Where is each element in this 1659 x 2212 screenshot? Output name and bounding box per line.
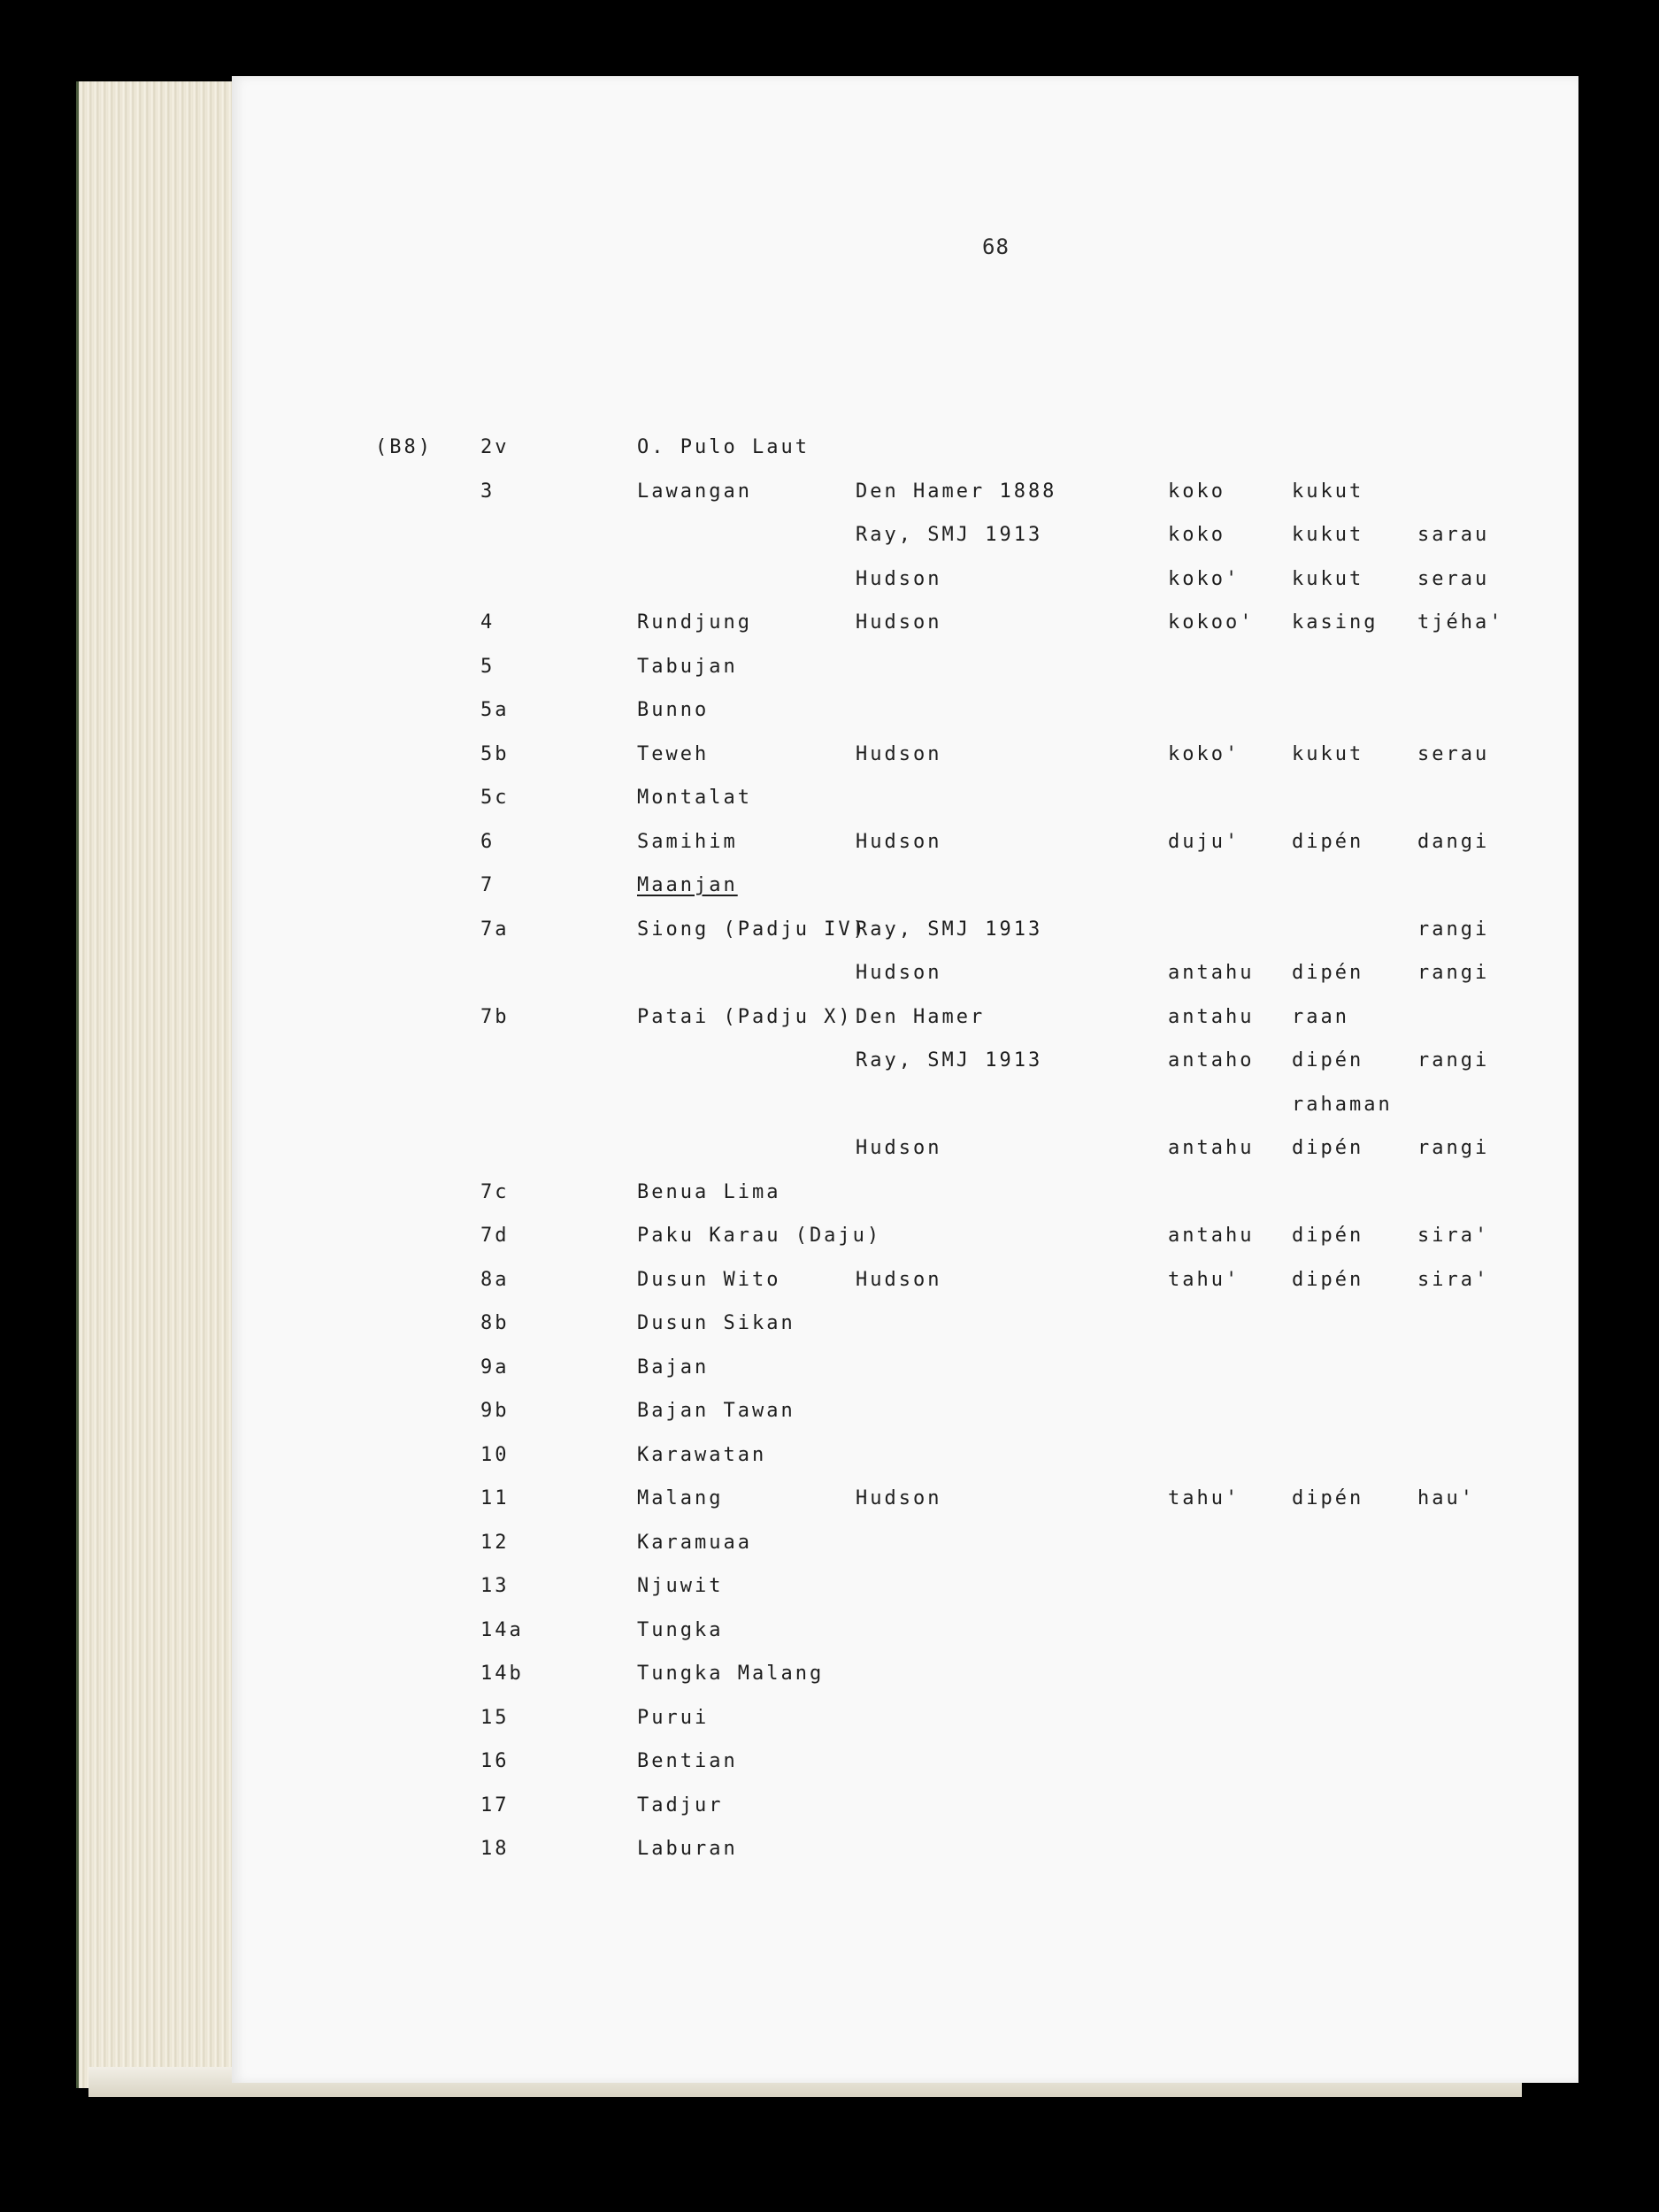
entry-number: 4 (480, 611, 495, 634)
entry-number: 12 (480, 1532, 510, 1554)
entry-number: 7 (480, 874, 495, 896)
entry-number: 14a (480, 1619, 524, 1641)
entry-number: 5 (480, 656, 495, 678)
word-col-2: rahaman (1292, 1094, 1393, 1116)
word-col-2: dipén (1292, 1487, 1364, 1509)
word-col-1: duju' (1168, 831, 1240, 853)
word-col-2: kukut (1292, 524, 1364, 546)
place-name: Laburan (637, 1838, 738, 1860)
place-name: Maanjan (637, 874, 738, 896)
place-name: Patai (Padju X) (637, 1006, 853, 1028)
entry-number: 10 (480, 1444, 510, 1466)
entry-number: 15 (480, 1707, 510, 1729)
word-col-3: serau (1417, 568, 1490, 590)
book-page-edges (76, 81, 238, 2088)
place-name: Bentian (637, 1750, 738, 1772)
source: Ray, SMJ 1913 (856, 1049, 1043, 1071)
word-col-3: sarau (1417, 524, 1490, 546)
source: Hudson (856, 831, 942, 853)
place-name: Bajan Tawan (637, 1400, 795, 1422)
word-col-3: sira' (1417, 1269, 1490, 1291)
entry-number: 7a (480, 918, 510, 941)
place-name: Tungka Malang (637, 1663, 825, 1685)
word-col-1: koko (1168, 524, 1225, 546)
place-name: Dusun Sikan (637, 1312, 795, 1334)
place-name: Karawatan (637, 1444, 767, 1466)
word-col-1: antahu (1168, 1225, 1255, 1247)
word-col-2: kukut (1292, 480, 1364, 503)
word-col-2: dipén (1292, 1137, 1364, 1159)
word-col-3: hau' (1417, 1487, 1475, 1509)
place-name: Malang (637, 1487, 724, 1509)
word-col-2: dipén (1292, 1225, 1364, 1247)
word-col-1: tahu' (1168, 1487, 1240, 1509)
place-name: Tabujan (637, 656, 738, 678)
source: Hudson (856, 611, 942, 634)
source: Hudson (856, 1137, 942, 1159)
place-name: Karamuaa (637, 1532, 752, 1554)
place-name: Tadjur (637, 1794, 724, 1816)
place-name: O. Pulo Laut (637, 436, 810, 458)
word-col-1: koko (1168, 480, 1225, 503)
place-name: Teweh (637, 743, 710, 765)
entry-number: 5c (480, 787, 510, 809)
source: Hudson (856, 568, 942, 590)
place-name: Siong (Padju IV) (637, 918, 867, 941)
place-name: Dusun Wito (637, 1269, 781, 1291)
entry-number: 5a (480, 699, 510, 721)
word-col-2: dipén (1292, 1049, 1364, 1071)
source: Den Hamer (856, 1006, 986, 1028)
place-name: Lawangan (637, 480, 752, 503)
place-name: Samihim (637, 831, 738, 853)
source: Hudson (856, 1487, 942, 1509)
entry-number: 5b (480, 743, 510, 765)
source: Den Hamer 1888 (856, 480, 1057, 503)
source: Hudson (856, 962, 942, 984)
entry-number: 18 (480, 1838, 510, 1860)
source: Hudson (856, 1269, 942, 1291)
entry-number: 17 (480, 1794, 510, 1816)
entry-number: 16 (480, 1750, 510, 1772)
word-col-3: rangi (1417, 1049, 1490, 1071)
word-col-2: kasing (1292, 611, 1379, 634)
entry-number: 3 (480, 480, 495, 503)
source: Ray, SMJ 1913 (856, 524, 1043, 546)
word-col-3: sira' (1417, 1225, 1490, 1247)
word-col-3: rangi (1417, 962, 1490, 984)
place-name: Montalat (637, 787, 752, 809)
book-page (232, 76, 1578, 2083)
entry-number: 6 (480, 831, 495, 853)
section-label: (B8) (375, 436, 433, 458)
entry-number: 13 (480, 1575, 510, 1597)
place-name: Njuwit (637, 1575, 724, 1597)
word-col-2: dipén (1292, 1269, 1364, 1291)
word-col-1: kokoo' (1168, 611, 1255, 634)
place-name: Bajan (637, 1356, 710, 1379)
word-col-3: tjéha' (1417, 611, 1504, 634)
word-col-3: serau (1417, 743, 1490, 765)
place-name: Tungka (637, 1619, 724, 1641)
place-name: Benua Lima (637, 1181, 781, 1203)
place-name: Rundjung (637, 611, 752, 634)
word-col-1: antaho (1168, 1049, 1255, 1071)
entry-number: 8a (480, 1269, 510, 1291)
entry-number: 11 (480, 1487, 510, 1509)
word-col-1: koko' (1168, 568, 1240, 590)
entry-number: 9b (480, 1400, 510, 1422)
place-name: Paku Karau (Daju) (637, 1225, 882, 1247)
entry-number: 7c (480, 1181, 510, 1203)
word-col-1: antahu (1168, 1137, 1255, 1159)
source: Hudson (856, 743, 942, 765)
place-name: Bunno (637, 699, 710, 721)
word-col-3: dangi (1417, 831, 1490, 853)
word-col-2: dipén (1292, 831, 1364, 853)
word-col-1: antahu (1168, 1006, 1255, 1028)
page-number: 68 (982, 234, 1010, 259)
entry-number: 7b (480, 1006, 510, 1028)
source: Ray, SMJ 1913 (856, 918, 1043, 941)
word-col-1: antahu (1168, 962, 1255, 984)
word-col-2: dipén (1292, 962, 1364, 984)
word-col-3: rangi (1417, 918, 1490, 941)
word-col-2: kukut (1292, 568, 1364, 590)
word-col-3: rangi (1417, 1137, 1490, 1159)
entry-number: 2v (480, 436, 510, 458)
entry-number: 8b (480, 1312, 510, 1334)
entry-number: 9a (480, 1356, 510, 1379)
entry-number: 7d (480, 1225, 510, 1247)
word-col-1: koko' (1168, 743, 1240, 765)
word-col-2: raan (1292, 1006, 1349, 1028)
word-col-2: kukut (1292, 743, 1364, 765)
place-name: Purui (637, 1707, 710, 1729)
entry-number: 14b (480, 1663, 524, 1685)
word-col-1: tahu' (1168, 1269, 1240, 1291)
